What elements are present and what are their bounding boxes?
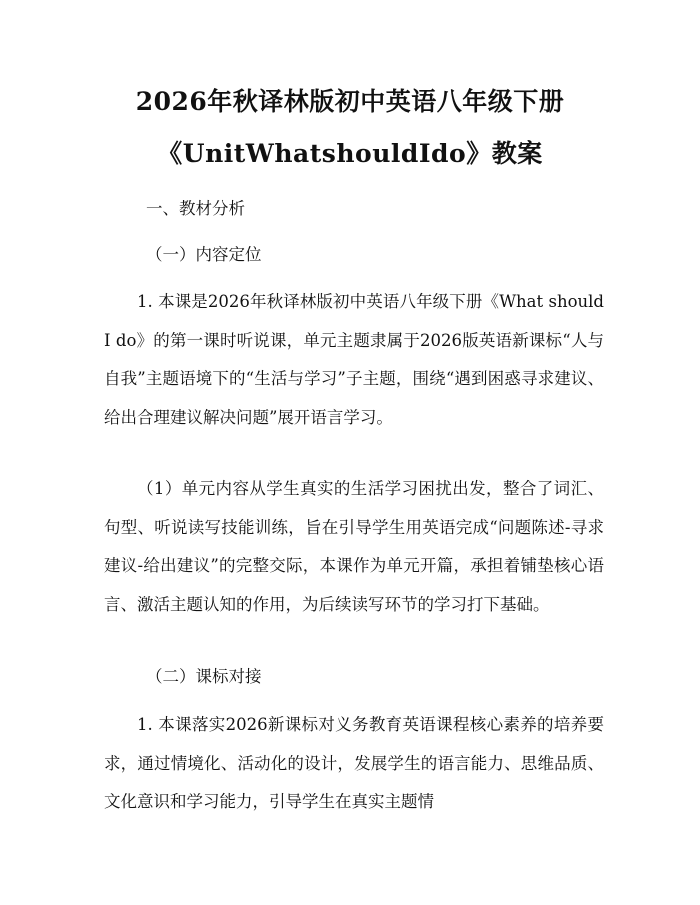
paragraph-content-positioning-1: 1. 本课是2026年秋译林版初中英语八年级下册《What should I do》的第一课时听说课，单元主题隶属于2026版英语新课标“人与自我”主题语境下的“生活与学习”子主题，围绕“遇到困惑寻求建议、给出合理建议解决问题”展开语言学习。 xyxy=(104,292,604,427)
paragraph-unit-content: （1）单元内容从学生真实的生活学习困扰出发，整合了词汇、句型、听说读写技能训练，旨在引导学生用英语完成“问题陈述-寻求建议-给出建议”的完整交际，本课作为单元开篇，承担着铺垫核心语言、激活主题认知的作用，为后续读写环节的学习打下基础。 xyxy=(104,479,604,614)
subsection-heading-curriculum-alignment: （二）课标对接 xyxy=(146,667,262,686)
document-title-line1: 2026年秋译林版初中英语八年级下册 xyxy=(135,87,565,116)
document-title-line2: 《UnitWhatshouldIdo》教案 xyxy=(157,139,543,168)
section-heading-teaching-material-analysis: 一、教材分析 xyxy=(146,199,245,218)
paragraph-curriculum-alignment-1: 1. 本课落实2026新课标对义务教育英语课程核心素养的培养要求，通过情境化、活动化的设计，发展学生的语言能力、思维品质、文化意识和学习能力，引导学生在真实主题情 xyxy=(104,715,604,811)
subsection-heading-content-positioning: （一）内容定位 xyxy=(146,245,262,264)
